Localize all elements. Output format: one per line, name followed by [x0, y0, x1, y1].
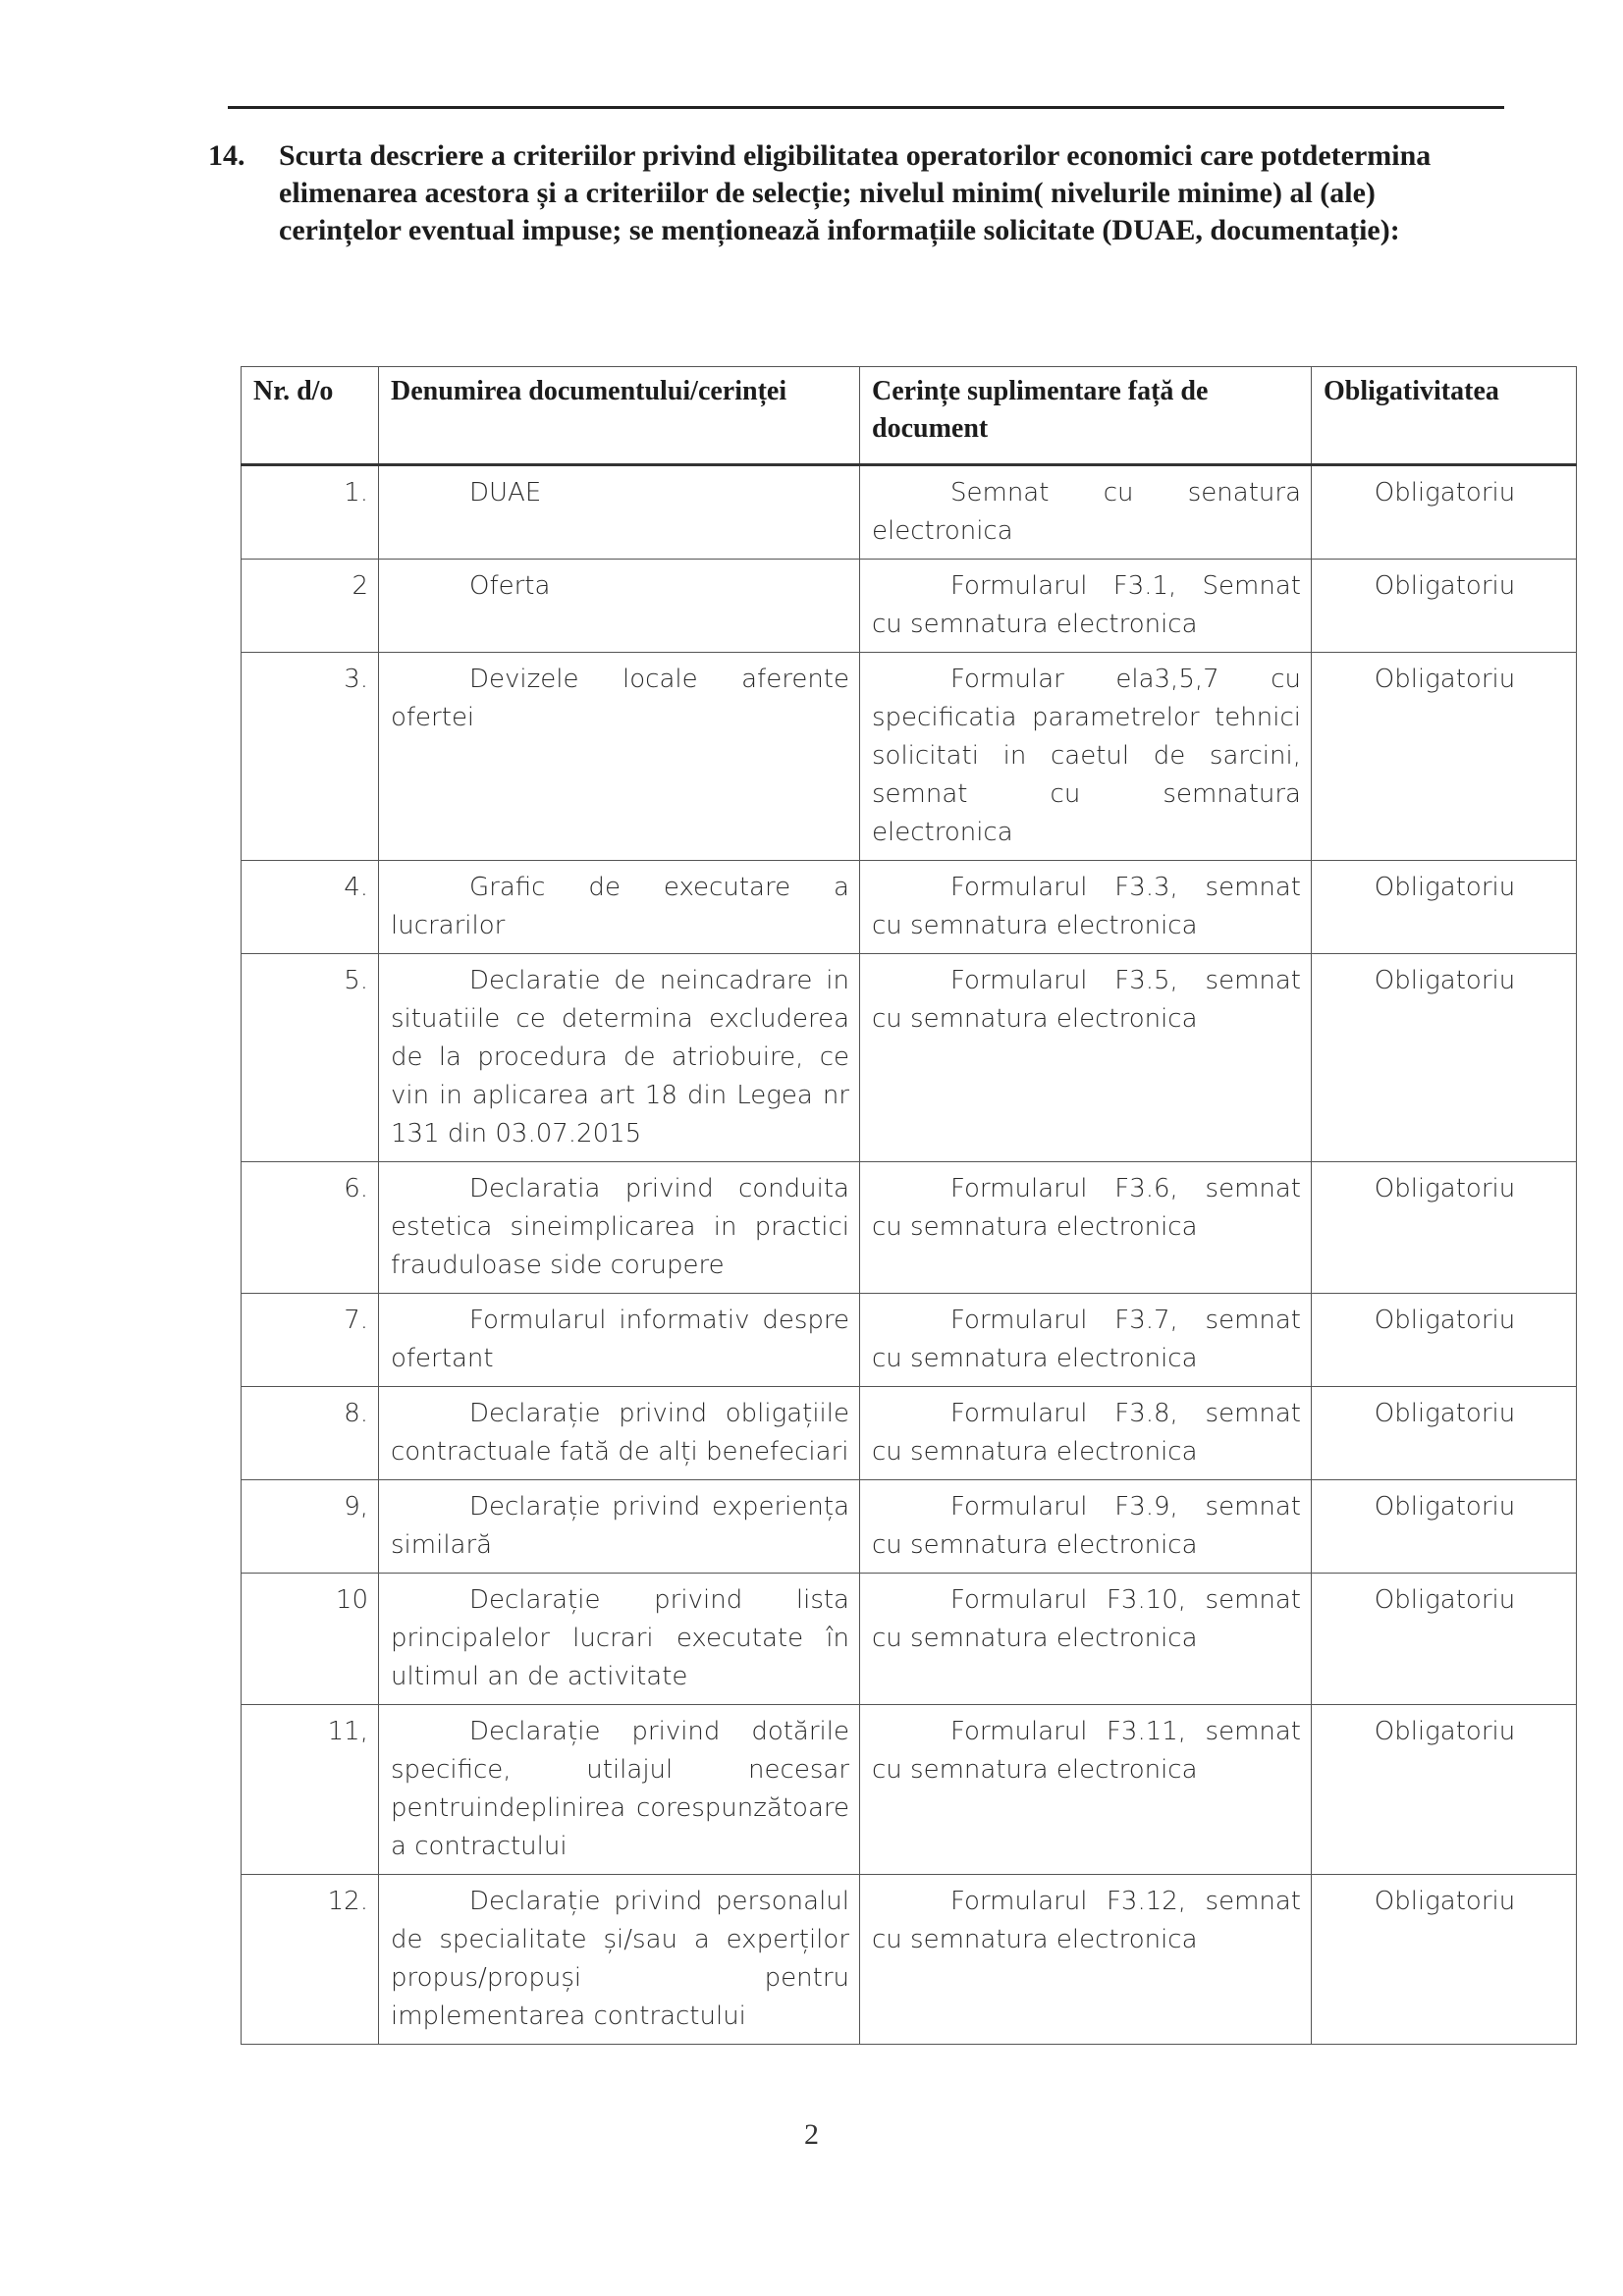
row-requirement: Formularul F3.6, semnat cu semnatura electronica [860, 1162, 1312, 1294]
row-requirement: Formularul F3.5, semnat cu semnatura electronica [860, 954, 1312, 1162]
row-number: 7. [242, 1294, 379, 1387]
row-document: Declarație privind obligațiile contractuale fată de alți benefeciari [379, 1387, 860, 1480]
table-row [242, 861, 1577, 954]
row-number: 12. [242, 1875, 379, 2045]
requirements-table [241, 366, 1577, 2045]
row-document: Devizele locale aferente ofertei [379, 653, 860, 861]
row-requirement: Formularul F3.7, semnat cu semnatura electronica [860, 1294, 1312, 1387]
row-number: 4. [242, 861, 379, 954]
section-number: 14. [208, 139, 245, 172]
table-row [242, 1875, 1577, 2045]
row-document: Grafic de executare a lucrarilor [379, 861, 860, 954]
row-obligation: Obligatoriu [1312, 954, 1577, 1162]
row-number: 10 [242, 1574, 379, 1705]
row-number: 1. [242, 465, 379, 560]
row-requirement: Formularul F3.9, semnat cu semnatura electronica [860, 1480, 1312, 1574]
row-obligation: Obligatoriu [1312, 1480, 1577, 1574]
table-row [242, 954, 1577, 1162]
row-document: DUAE [379, 465, 860, 560]
section-text: Scurta descriere a criteriilor privind eligibilitatea operatorilor economici care potdetermina elimenarea acestora și a criteriilor de selecție; nivelul minim( nivelurile minime) al (ale) cerințelor eventual impuse; se menționează informațiile solicitate (DUAE, documentație): [279, 139, 1432, 246]
row-document: Declarație privind experiența similară [379, 1480, 860, 1574]
row-obligation: Obligatoriu [1312, 465, 1577, 560]
table-row [242, 1294, 1577, 1387]
table-row [242, 1705, 1577, 1875]
table-body [242, 465, 1577, 2045]
row-document: Oferta [379, 560, 860, 653]
row-document: Declaratie de neincadrare in situatiile ce determina excluderea de la procedura de atriobuire, ce vin in aplicarea art 18 din Legea nr 131 din 03.07.2015 [379, 954, 860, 1162]
row-document: Declarație privind personalul de specialitate și/sau a experților propus/propuși pentru implementarea contractului [379, 1875, 860, 2045]
row-requirement: Formularul F3.12, semnat cu semnatura electronica [860, 1875, 1312, 2045]
row-document: Declaratia privind conduita estetica sineimplicarea in practici frauduloase side corupere [379, 1162, 860, 1294]
table-row [242, 1574, 1577, 1705]
header-requirements: Cerințe suplimentare față de document [860, 367, 1312, 465]
row-obligation: Obligatoriu [1312, 560, 1577, 653]
row-document: Formularul informativ despre ofertant [379, 1294, 860, 1387]
row-number: 2 [242, 560, 379, 653]
table-row [242, 560, 1577, 653]
row-number: 3. [242, 653, 379, 861]
row-requirement: Formular ela3,5,7 cu specificatia parametrelor tehnici solicitati in caetul de sarcini, semnat cu semnatura electronica [860, 653, 1312, 861]
top-rule [228, 106, 1504, 109]
row-requirement: Formularul F3.10, semnat cu semnatura electronica [860, 1574, 1312, 1705]
table-row [242, 1162, 1577, 1294]
page-number: 2 [804, 2118, 819, 2151]
row-obligation: Obligatoriu [1312, 1705, 1577, 1875]
row-obligation: Obligatoriu [1312, 653, 1577, 861]
row-requirement: Formularul F3.8, semnat cu semnatura electronica [860, 1387, 1312, 1480]
row-obligation: Obligatoriu [1312, 1875, 1577, 2045]
row-requirement: Formularul F3.11, semnat cu semnatura electronica [860, 1705, 1312, 1875]
row-requirement: Semnat cu senatura electronica [860, 465, 1312, 560]
header-document: Denumirea documentului/cerinței [379, 367, 860, 465]
section-heading [208, 137, 1504, 249]
row-number: 11, [242, 1705, 379, 1875]
row-requirement: Formularul F3.3, semnat cu semnatura electronica [860, 861, 1312, 954]
row-obligation: Obligatoriu [1312, 1574, 1577, 1705]
row-number: 6. [242, 1162, 379, 1294]
table-row [242, 465, 1577, 560]
row-requirement: Formularul F3.1, Semnat cu semnatura electronica [860, 560, 1312, 653]
row-number: 8. [242, 1387, 379, 1480]
row-obligation: Obligatoriu [1312, 1294, 1577, 1387]
header-obligation: Obligativitatea [1312, 367, 1577, 465]
row-obligation: Obligatoriu [1312, 1162, 1577, 1294]
row-number: 5. [242, 954, 379, 1162]
row-document: Declarație privind lista principalelor lucrari executate în ultimul an de activitate [379, 1574, 860, 1705]
table-header-row [242, 367, 1577, 465]
row-obligation: Obligatoriu [1312, 861, 1577, 954]
row-obligation: Obligatoriu [1312, 1387, 1577, 1480]
row-document: Declarație privind dotările specifice, utilajul necesar pentruindeplinirea corespunzătoare a contractului [379, 1705, 860, 1875]
table-row [242, 1480, 1577, 1574]
table-row [242, 1387, 1577, 1480]
table-row [242, 653, 1577, 861]
header-nr: Nr. d/o [242, 367, 379, 465]
row-number: 9, [242, 1480, 379, 1574]
